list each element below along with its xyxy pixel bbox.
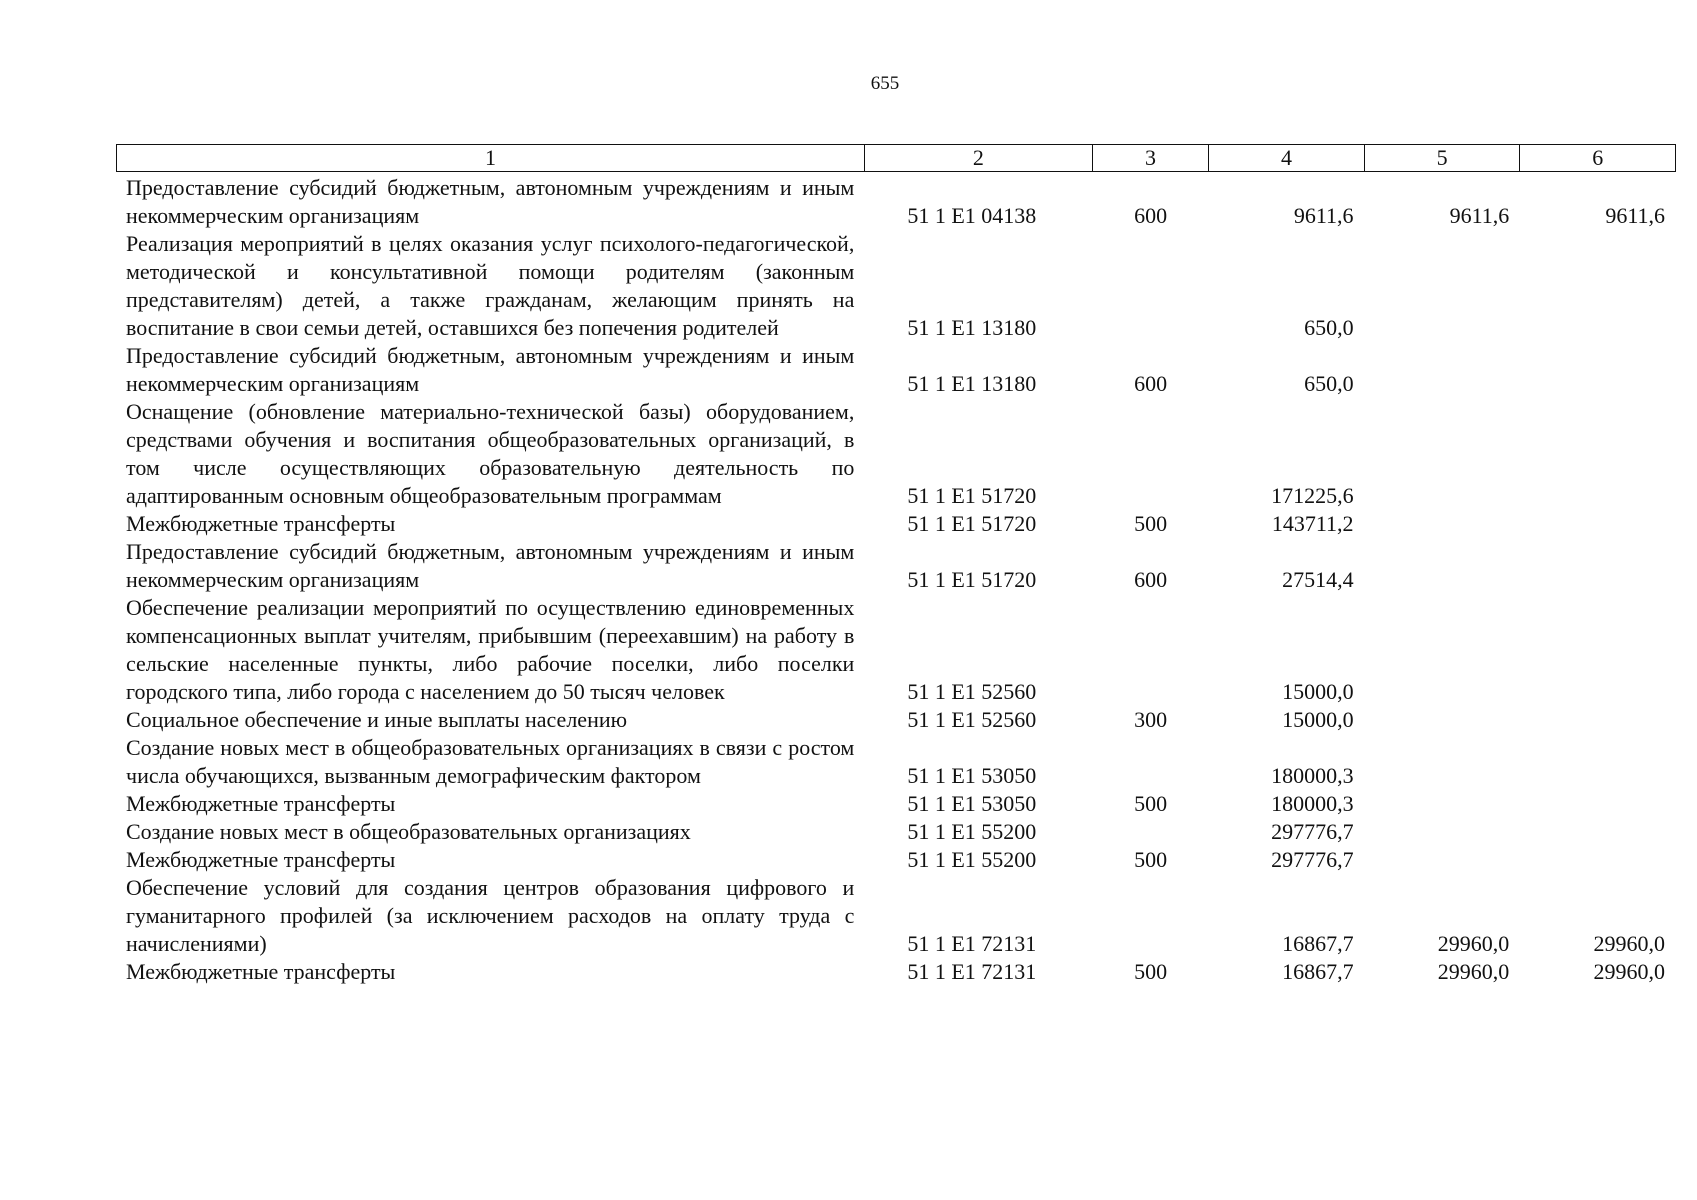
page-number: 655 [870, 73, 900, 94]
row-value-4: 650,0 [1304, 315, 1354, 340]
row-value-5 [1365, 818, 1521, 846]
row-value-6 [1520, 230, 1676, 342]
table-row [116, 342, 1676, 398]
row-name: Предоставление субсидий бюджетным, автономным учреждениям и иным некоммерческим организациям [126, 175, 855, 228]
row-value-6 [1520, 594, 1676, 706]
row-expense-type [1092, 734, 1209, 790]
row-name: Межбюджетные трансферты [126, 847, 396, 872]
row-value-4: 16867,7 [1282, 959, 1354, 984]
row-value-5 [1365, 538, 1521, 594]
row-code: 51 1 E1 52560 [907, 707, 1037, 732]
row-value-5 [1365, 594, 1521, 706]
row-value-5 [1365, 734, 1521, 790]
row-value-6: 29960,0 [1593, 959, 1665, 984]
row-value-4: 27514,4 [1282, 567, 1354, 592]
row-name: Социальное обеспечение и иные выплаты населению [126, 707, 628, 732]
row-code: 51 1 E1 72131 [907, 959, 1037, 984]
row-value-6 [1520, 818, 1676, 846]
row-value-4: 15000,0 [1282, 707, 1354, 732]
row-expense-type [1092, 398, 1209, 510]
row-expense-type [1092, 874, 1209, 958]
table-row [116, 174, 1676, 230]
row-name: Создание новых мест в общеобразовательных организациях в связи с ростом числа обучающихся, вызванным демографическим фактором [126, 735, 855, 788]
row-name: Оснащение (обновление материально-технической базы) оборудованием, средствами обучения и воспитания общеобразовательных организаций, в том числе осуществляющих образовательную деятельность по адаптированным основным общеобразовательным программам [126, 399, 855, 508]
row-code: 51 1 E1 53050 [907, 791, 1037, 816]
row-value-6: 9611,6 [1605, 203, 1665, 228]
row-value-4: 297776,7 [1271, 847, 1354, 872]
row-name: Предоставление субсидий бюджетным, автономным учреждениям и иным некоммерческим организациям [126, 539, 855, 592]
row-value-6 [1520, 706, 1676, 734]
row-value-6 [1520, 846, 1676, 874]
row-expense-type: 500 [1134, 511, 1168, 536]
row-value-4: 180000,3 [1271, 791, 1354, 816]
table-row [116, 706, 1676, 734]
row-value-6 [1520, 538, 1676, 594]
row-value-5: 29960,0 [1437, 931, 1510, 956]
row-value-6 [1520, 734, 1676, 790]
row-expense-type: 600 [1134, 203, 1168, 228]
row-expense-type [1092, 230, 1209, 342]
table-row [116, 846, 1676, 874]
table-row [116, 230, 1676, 342]
row-code: 51 1 E1 04138 [907, 203, 1037, 228]
table-row [116, 594, 1676, 706]
row-code: 51 1 E1 51720 [907, 511, 1037, 536]
table-row [116, 734, 1676, 790]
table-row [116, 398, 1676, 510]
table-header [116, 144, 1676, 172]
row-code: 51 1 E1 55200 [907, 819, 1037, 844]
row-value-5 [1365, 706, 1521, 734]
row-expense-type: 600 [1134, 371, 1168, 396]
row-name: Предоставление субсидий бюджетным, автономным учреждениям и иным некоммерческим организациям [126, 343, 855, 396]
row-value-6 [1520, 398, 1676, 510]
row-code: 51 1 E1 53050 [907, 763, 1037, 788]
table-row [116, 510, 1676, 538]
header-cell-5: 5 [1364, 145, 1520, 172]
row-code: 51 1 E1 51720 [907, 567, 1037, 592]
row-value-4: 16867,7 [1282, 931, 1354, 956]
row-value-6 [1520, 342, 1676, 398]
table-row [116, 790, 1676, 818]
row-value-5: 9611,6 [1449, 203, 1510, 228]
row-expense-type: 500 [1134, 791, 1168, 816]
row-code: 51 1 E1 52560 [907, 679, 1037, 704]
row-value-5 [1365, 230, 1521, 342]
row-value-6 [1520, 510, 1676, 538]
table-body [116, 174, 1676, 986]
row-value-4: 143711,2 [1271, 511, 1354, 536]
header-row [117, 145, 1676, 172]
row-value-5 [1365, 846, 1521, 874]
row-code: 51 1 E1 55200 [907, 847, 1037, 872]
row-value-5 [1365, 510, 1521, 538]
header-cell-3: 3 [1092, 145, 1208, 172]
row-name: Реализация мероприятий в целях оказания услуг психолого-педагогической, методической и консультативной помощи родителям (законным представителям) детей, а также гражданам, желающим принять на воспитание в свои семьи детей, оставшихся без попечения родителей [126, 231, 855, 340]
table-row [116, 818, 1676, 846]
row-code: 51 1 E1 13180 [907, 371, 1037, 396]
row-name: Межбюджетные трансферты [126, 511, 396, 536]
row-name: Обеспечение реализации мероприятий по осуществлению единовременных компенсационных выплат учителям, прибывшим (переехавшим) на работу в сельские населенные пункты, либо рабочие поселки, либо поселки городского типа, либо города с населением до 50 тысяч человек [126, 595, 855, 704]
table-row [116, 538, 1676, 594]
header-cell-6: 6 [1520, 145, 1676, 172]
row-value-5 [1365, 342, 1521, 398]
header-cell-4: 4 [1209, 145, 1365, 172]
row-code: 51 1 E1 13180 [907, 315, 1037, 340]
row-value-6 [1520, 790, 1676, 818]
row-value-4: 297776,7 [1271, 819, 1354, 844]
row-value-5 [1365, 398, 1521, 510]
header-cell-1: 1 [117, 145, 865, 172]
header-cell-2: 2 [864, 145, 1092, 172]
row-expense-type: 500 [1134, 959, 1168, 984]
table-row [116, 874, 1676, 958]
row-expense-type: 500 [1134, 847, 1168, 872]
row-value-4: 15000,0 [1282, 679, 1354, 704]
row-value-5 [1365, 790, 1521, 818]
row-name: Межбюджетные трансферты [126, 959, 396, 984]
budget-table [116, 174, 1676, 986]
row-expense-type: 300 [1134, 707, 1168, 732]
row-name: Обеспечение условий для создания центров образования цифрового и гуманитарного профилей (за исключением расходов на оплату труда с начислениями) [126, 875, 855, 956]
row-value-6: 29960,0 [1593, 931, 1665, 956]
row-expense-type: 600 [1134, 567, 1168, 592]
row-value-4: 180000,3 [1271, 763, 1354, 788]
row-value-4: 650,0 [1304, 371, 1354, 396]
table-row [116, 958, 1676, 986]
row-code: 51 1 E1 72131 [907, 931, 1037, 956]
row-expense-type [1092, 818, 1209, 846]
row-name: Межбюджетные трансферты [126, 791, 396, 816]
row-value-5: 29960,0 [1437, 959, 1510, 984]
row-code: 51 1 E1 51720 [907, 483, 1037, 508]
row-value-4: 171225,6 [1271, 483, 1354, 508]
row-value-4: 9611,6 [1293, 203, 1354, 228]
row-name: Создание новых мест в общеобразовательных организациях [126, 819, 691, 844]
row-expense-type [1092, 594, 1209, 706]
